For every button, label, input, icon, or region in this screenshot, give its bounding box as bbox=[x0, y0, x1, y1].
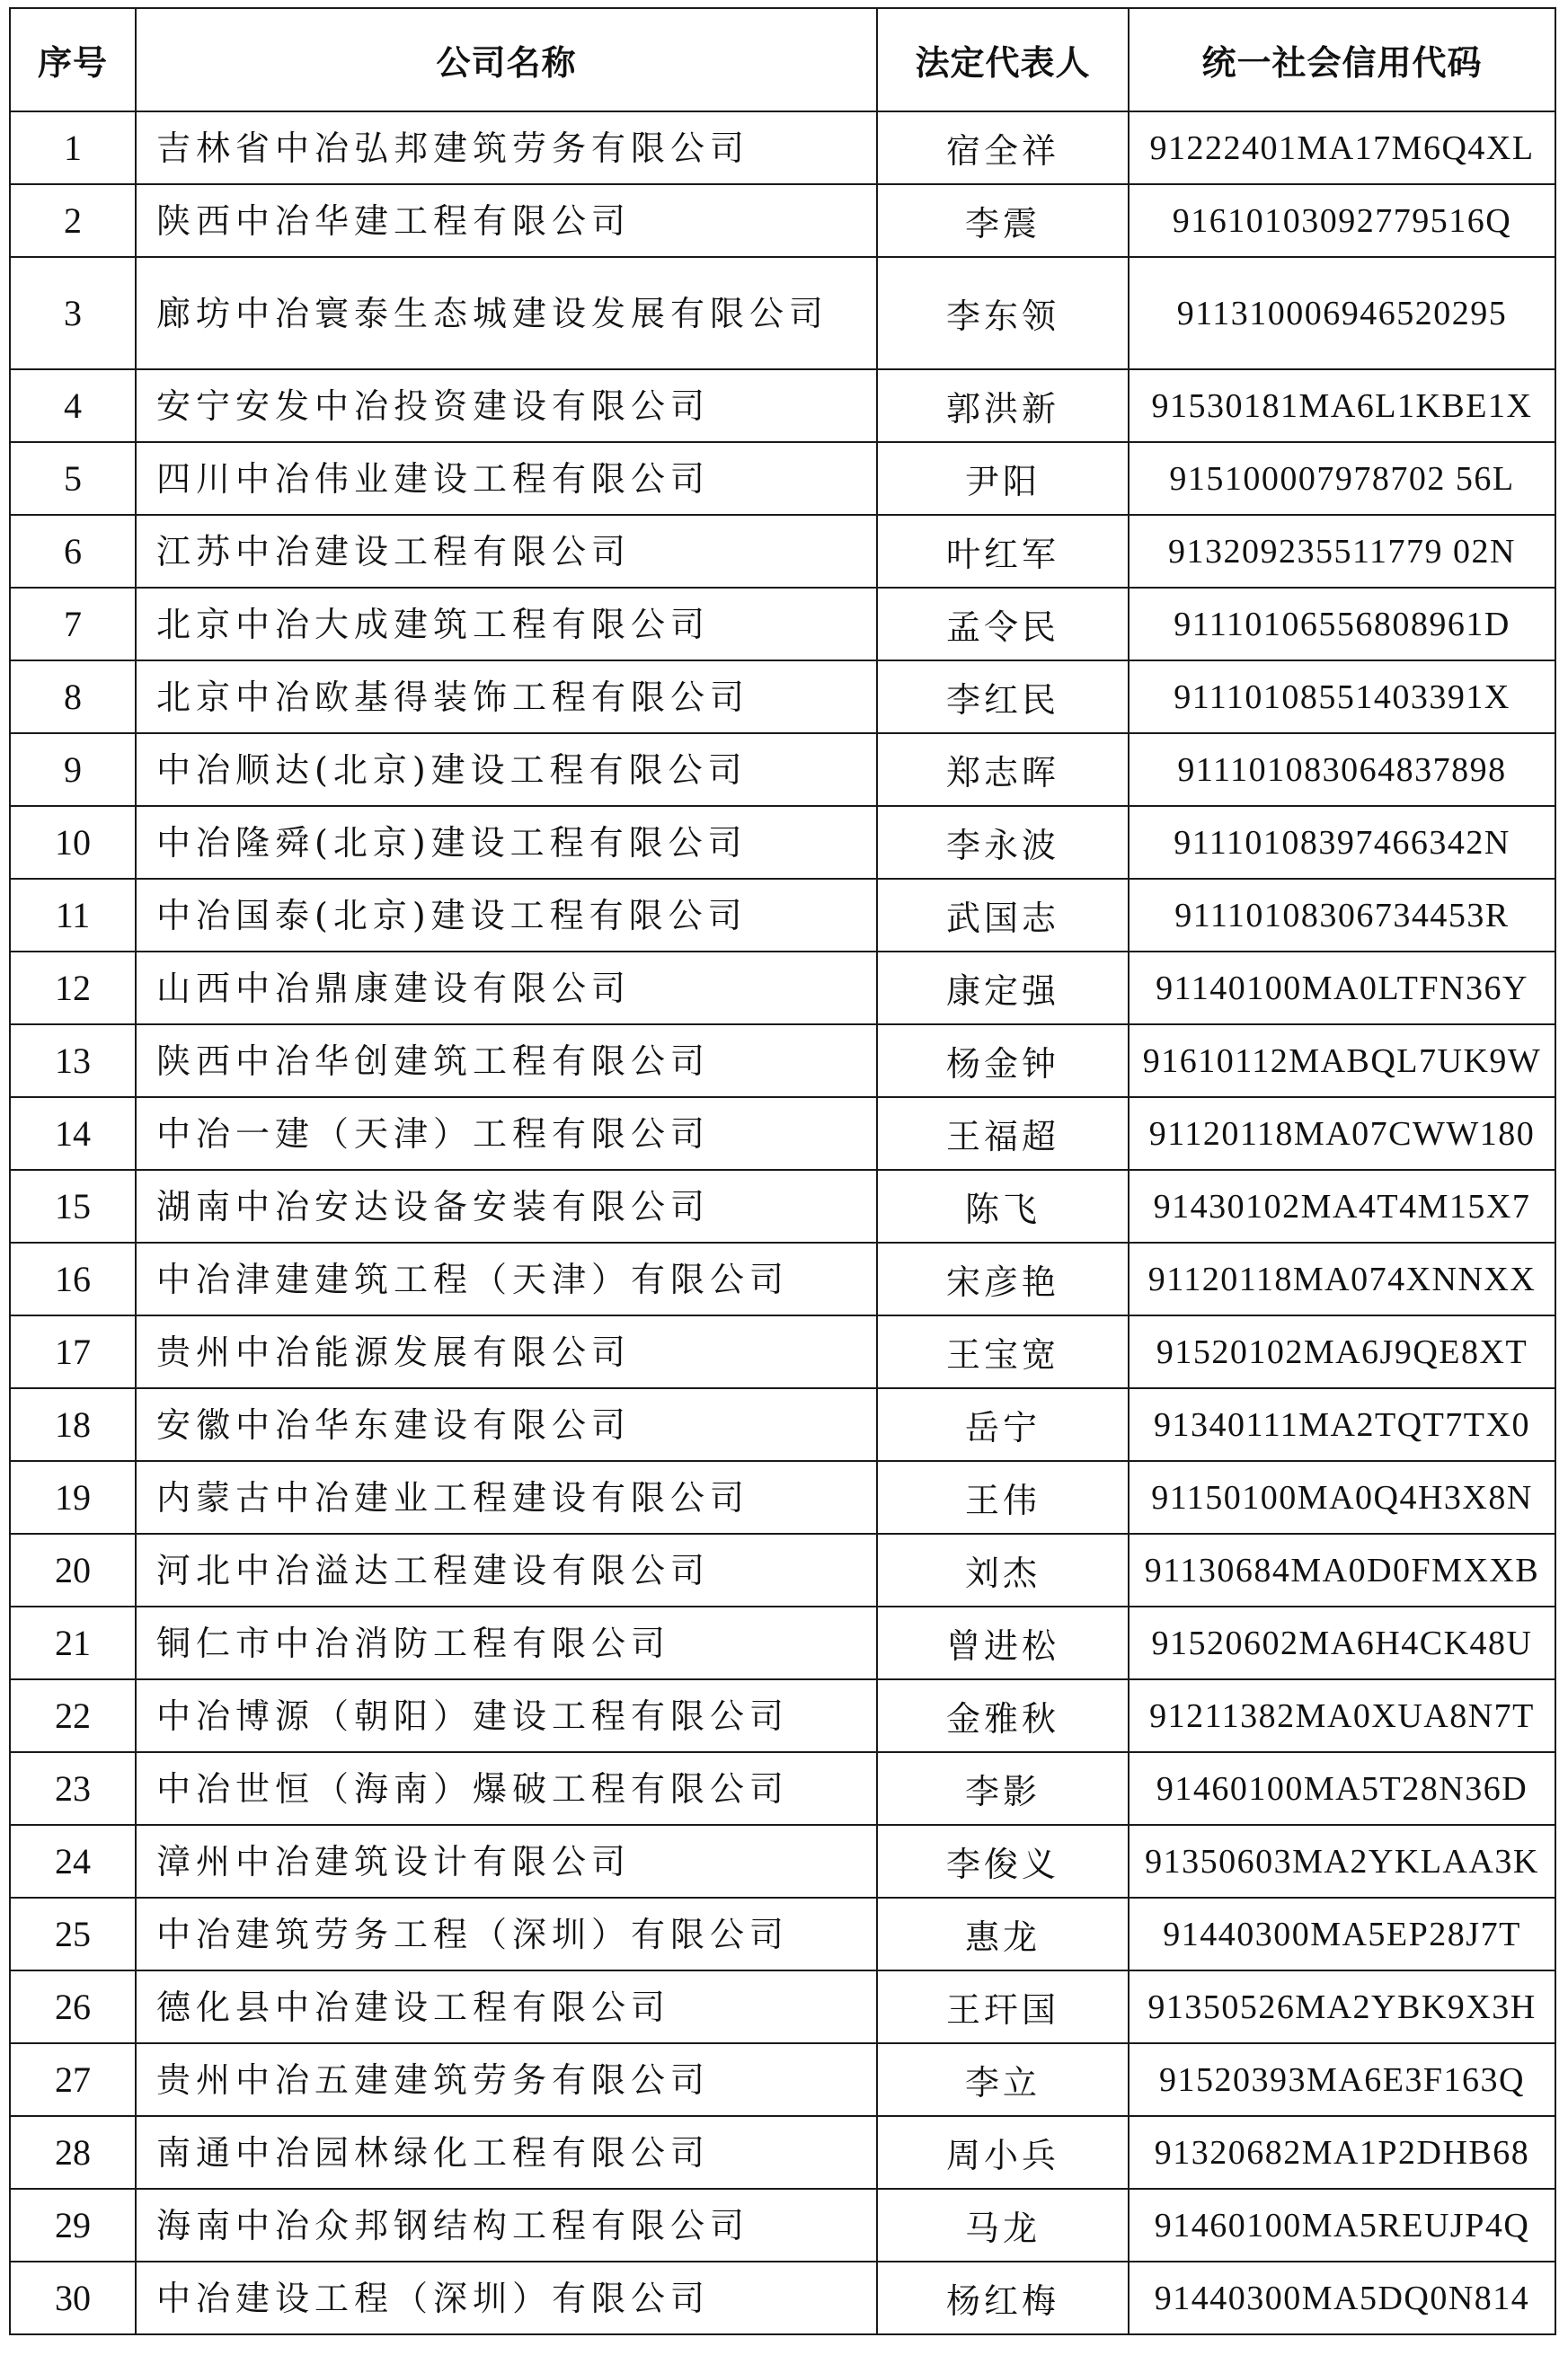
row-index: 10 bbox=[10, 806, 136, 879]
row-index: 2 bbox=[10, 184, 136, 257]
row-credit-code: 91110108551403391X bbox=[1129, 660, 1555, 733]
row-index: 21 bbox=[10, 1607, 136, 1679]
row-company-name: 安宁安发中冶投资建设有限公司 bbox=[136, 369, 877, 442]
row-index: 28 bbox=[10, 2116, 136, 2189]
table-row bbox=[10, 184, 1555, 257]
row-company-name: 贵州中冶能源发展有限公司 bbox=[136, 1315, 877, 1388]
table-row bbox=[10, 1170, 1555, 1243]
row-company-name: 铜仁市中冶消防工程有限公司 bbox=[136, 1607, 877, 1679]
row-credit-code: 91610112MABQL7UK9W bbox=[1129, 1024, 1555, 1097]
row-legal-representative: 李永波 bbox=[877, 806, 1129, 879]
row-legal-representative: 王宝宽 bbox=[877, 1315, 1129, 1388]
table-row bbox=[10, 1825, 1555, 1898]
row-company-name: 北京中冶大成建筑工程有限公司 bbox=[136, 588, 877, 660]
row-company-name: 河北中冶溢达工程建设有限公司 bbox=[136, 1534, 877, 1607]
row-index: 24 bbox=[10, 1825, 136, 1898]
table-row bbox=[10, 733, 1555, 806]
row-company-name: 中冶顺达(北京)建设工程有限公司 bbox=[136, 733, 877, 806]
table-row bbox=[10, 1388, 1555, 1461]
row-index: 15 bbox=[10, 1170, 136, 1243]
row-index: 30 bbox=[10, 2262, 136, 2334]
row-legal-representative: 武国志 bbox=[877, 879, 1129, 952]
row-credit-code: 91320682MA1P2DHB68 bbox=[1129, 2116, 1555, 2189]
table-row bbox=[10, 1898, 1555, 1970]
row-credit-code: 91120118MA074XNNXX bbox=[1129, 1243, 1555, 1315]
row-legal-representative: 王玕国 bbox=[877, 1970, 1129, 2043]
row-credit-code: 911101083064837898 bbox=[1129, 733, 1555, 806]
row-index: 22 bbox=[10, 1679, 136, 1752]
row-legal-representative: 李影 bbox=[877, 1752, 1129, 1825]
row-legal-representative: 李红民 bbox=[877, 660, 1129, 733]
table-row bbox=[10, 952, 1555, 1024]
row-credit-code: 91350603MA2YKLAA3K bbox=[1129, 1825, 1555, 1898]
row-company-name: 漳州中冶建筑设计有限公司 bbox=[136, 1825, 877, 1898]
table-row bbox=[10, 806, 1555, 879]
row-credit-code: 91440300MA5DQ0N814 bbox=[1129, 2262, 1555, 2334]
table-row bbox=[10, 111, 1555, 184]
row-company-name: 北京中冶欧基得装饰工程有限公司 bbox=[136, 660, 877, 733]
row-credit-code: 91460100MA5T28N36D bbox=[1129, 1752, 1555, 1825]
row-legal-representative: 郑志晖 bbox=[877, 733, 1129, 806]
table-row bbox=[10, 1534, 1555, 1607]
row-legal-representative: 尹阳 bbox=[877, 442, 1129, 515]
header-index: 序号 bbox=[10, 8, 136, 111]
table-row bbox=[10, 2116, 1555, 2189]
row-company-name: 中冶博源（朝阳）建设工程有限公司 bbox=[136, 1679, 877, 1752]
row-company-name: 海南中冶众邦钢结构工程有限公司 bbox=[136, 2189, 877, 2262]
row-credit-code: 91140100MA0LTFN36Y bbox=[1129, 952, 1555, 1024]
table-row bbox=[10, 257, 1555, 369]
row-legal-representative: 杨金钟 bbox=[877, 1024, 1129, 1097]
row-credit-code: 91120118MA07CWW180 bbox=[1129, 1097, 1555, 1170]
table-row bbox=[10, 1461, 1555, 1534]
row-credit-code: 913209235511779 02N bbox=[1129, 515, 1555, 588]
row-index: 25 bbox=[10, 1898, 136, 1970]
row-credit-code: 91530181MA6L1KBE1X bbox=[1129, 369, 1555, 442]
header-legal-representative: 法定代表人 bbox=[877, 8, 1129, 111]
row-legal-representative: 李东领 bbox=[877, 257, 1129, 369]
row-credit-code: 91520393MA6E3F163Q bbox=[1129, 2043, 1555, 2116]
table-body bbox=[10, 111, 1555, 2334]
table-header-row bbox=[10, 8, 1555, 111]
row-legal-representative: 叶红军 bbox=[877, 515, 1129, 588]
table-row bbox=[10, 1097, 1555, 1170]
row-company-name: 中冶世恒（海南）爆破工程有限公司 bbox=[136, 1752, 877, 1825]
row-index: 23 bbox=[10, 1752, 136, 1825]
row-index: 7 bbox=[10, 588, 136, 660]
row-legal-representative: 惠龙 bbox=[877, 1898, 1129, 1970]
table-row bbox=[10, 1752, 1555, 1825]
row-credit-code: 91150100MA0Q4H3X8N bbox=[1129, 1461, 1555, 1534]
row-legal-representative: 岳宁 bbox=[877, 1388, 1129, 1461]
row-company-name: 中冶隆舜(北京)建设工程有限公司 bbox=[136, 806, 877, 879]
row-index: 13 bbox=[10, 1024, 136, 1097]
row-company-name: 南通中冶园林绿化工程有限公司 bbox=[136, 2116, 877, 2189]
row-index: 11 bbox=[10, 879, 136, 952]
row-credit-code: 911310006946520295 bbox=[1129, 257, 1555, 369]
row-legal-representative: 宋彦艳 bbox=[877, 1243, 1129, 1315]
row-credit-code: 91350526MA2YBK9X3H bbox=[1129, 1970, 1555, 2043]
row-credit-code: 91610103092779516Q bbox=[1129, 184, 1555, 257]
row-legal-representative: 杨红梅 bbox=[877, 2262, 1129, 2334]
table-row bbox=[10, 879, 1555, 952]
row-credit-code: 91211382MA0XUA8N7T bbox=[1129, 1679, 1555, 1752]
row-index: 4 bbox=[10, 369, 136, 442]
row-company-name: 中冶建设工程（深圳）有限公司 bbox=[136, 2262, 877, 2334]
row-credit-code: 91430102MA4T4M15X7 bbox=[1129, 1170, 1555, 1243]
row-index: 8 bbox=[10, 660, 136, 733]
row-company-name: 山西中冶鼎康建设有限公司 bbox=[136, 952, 877, 1024]
row-index: 18 bbox=[10, 1388, 136, 1461]
row-index: 6 bbox=[10, 515, 136, 588]
row-credit-code: 91130684MA0D0FMXXB bbox=[1129, 1534, 1555, 1607]
row-index: 12 bbox=[10, 952, 136, 1024]
table-row bbox=[10, 2043, 1555, 2116]
row-index: 17 bbox=[10, 1315, 136, 1388]
row-index: 3 bbox=[10, 257, 136, 369]
row-legal-representative: 金雅秋 bbox=[877, 1679, 1129, 1752]
row-legal-representative: 康定强 bbox=[877, 952, 1129, 1024]
row-index: 1 bbox=[10, 111, 136, 184]
table-row bbox=[10, 1679, 1555, 1752]
row-credit-code: 91460100MA5REUJP4Q bbox=[1129, 2189, 1555, 2262]
row-company-name: 陕西中冶华创建筑工程有限公司 bbox=[136, 1024, 877, 1097]
row-legal-representative: 刘杰 bbox=[877, 1534, 1129, 1607]
row-credit-code: 91520102MA6J9QE8XT bbox=[1129, 1315, 1555, 1388]
header-company-name: 公司名称 bbox=[136, 8, 877, 111]
row-legal-representative: 曾进松 bbox=[877, 1607, 1129, 1679]
table-row bbox=[10, 2262, 1555, 2334]
row-index: 16 bbox=[10, 1243, 136, 1315]
table-row bbox=[10, 1970, 1555, 2043]
row-company-name: 湖南中冶安达设备安装有限公司 bbox=[136, 1170, 877, 1243]
row-legal-representative: 宿全祥 bbox=[877, 111, 1129, 184]
table-row bbox=[10, 588, 1555, 660]
table-row bbox=[10, 369, 1555, 442]
row-company-name: 陕西中冶华建工程有限公司 bbox=[136, 184, 877, 257]
company-registry-table bbox=[9, 7, 1556, 2335]
row-legal-representative: 李俊义 bbox=[877, 1825, 1129, 1898]
row-index: 19 bbox=[10, 1461, 136, 1534]
row-company-name: 中冶一建（天津）工程有限公司 bbox=[136, 1097, 877, 1170]
row-legal-representative: 王伟 bbox=[877, 1461, 1129, 1534]
table-row bbox=[10, 442, 1555, 515]
row-legal-representative: 郭洪新 bbox=[877, 369, 1129, 442]
row-credit-code: 91110106556808961D bbox=[1129, 588, 1555, 660]
table-row bbox=[10, 1024, 1555, 1097]
row-index: 20 bbox=[10, 1534, 136, 1607]
row-company-name: 内蒙古中冶建业工程建设有限公司 bbox=[136, 1461, 877, 1534]
row-company-name: 吉林省中冶弘邦建筑劳务有限公司 bbox=[136, 111, 877, 184]
row-company-name: 中冶津建建筑工程（天津）有限公司 bbox=[136, 1243, 877, 1315]
row-index: 29 bbox=[10, 2189, 136, 2262]
row-company-name: 中冶国泰(北京)建设工程有限公司 bbox=[136, 879, 877, 952]
row-index: 14 bbox=[10, 1097, 136, 1170]
row-legal-representative: 李立 bbox=[877, 2043, 1129, 2116]
row-legal-representative: 马龙 bbox=[877, 2189, 1129, 2262]
row-index: 26 bbox=[10, 1970, 136, 2043]
row-credit-code: 91440300MA5EP28J7T bbox=[1129, 1898, 1555, 1970]
row-legal-representative: 李震 bbox=[877, 184, 1129, 257]
row-credit-code: 91520602MA6H4CK48U bbox=[1129, 1607, 1555, 1679]
row-credit-code: 91110108306734453R bbox=[1129, 879, 1555, 952]
header-credit-code: 统一社会信用代码 bbox=[1129, 8, 1555, 111]
company-table-container bbox=[9, 7, 1555, 2335]
row-company-name: 中冶建筑劳务工程（深圳）有限公司 bbox=[136, 1898, 877, 1970]
row-legal-representative: 周小兵 bbox=[877, 2116, 1129, 2189]
row-company-name: 安徽中冶华东建设有限公司 bbox=[136, 1388, 877, 1461]
row-company-name: 廊坊中冶寰泰生态城建设发展有限公司 bbox=[136, 257, 877, 369]
row-credit-code: 915100007978702 56L bbox=[1129, 442, 1555, 515]
row-legal-representative: 王福超 bbox=[877, 1097, 1129, 1170]
row-credit-code: 91110108397466342N bbox=[1129, 806, 1555, 879]
table-row bbox=[10, 1607, 1555, 1679]
row-index: 5 bbox=[10, 442, 136, 515]
row-company-name: 贵州中冶五建建筑劳务有限公司 bbox=[136, 2043, 877, 2116]
table-row bbox=[10, 515, 1555, 588]
table-row bbox=[10, 1243, 1555, 1315]
row-company-name: 德化县中冶建设工程有限公司 bbox=[136, 1970, 877, 2043]
row-company-name: 江苏中冶建设工程有限公司 bbox=[136, 515, 877, 588]
row-credit-code: 91340111MA2TQT7TX0 bbox=[1129, 1388, 1555, 1461]
table-row bbox=[10, 1315, 1555, 1388]
table-row bbox=[10, 660, 1555, 733]
row-legal-representative: 陈飞 bbox=[877, 1170, 1129, 1243]
table-row bbox=[10, 2189, 1555, 2262]
row-legal-representative: 孟令民 bbox=[877, 588, 1129, 660]
row-company-name: 四川中冶伟业建设工程有限公司 bbox=[136, 442, 877, 515]
row-index: 9 bbox=[10, 733, 136, 806]
row-credit-code: 91222401MA17M6Q4XL bbox=[1129, 111, 1555, 184]
row-index: 27 bbox=[10, 2043, 136, 2116]
